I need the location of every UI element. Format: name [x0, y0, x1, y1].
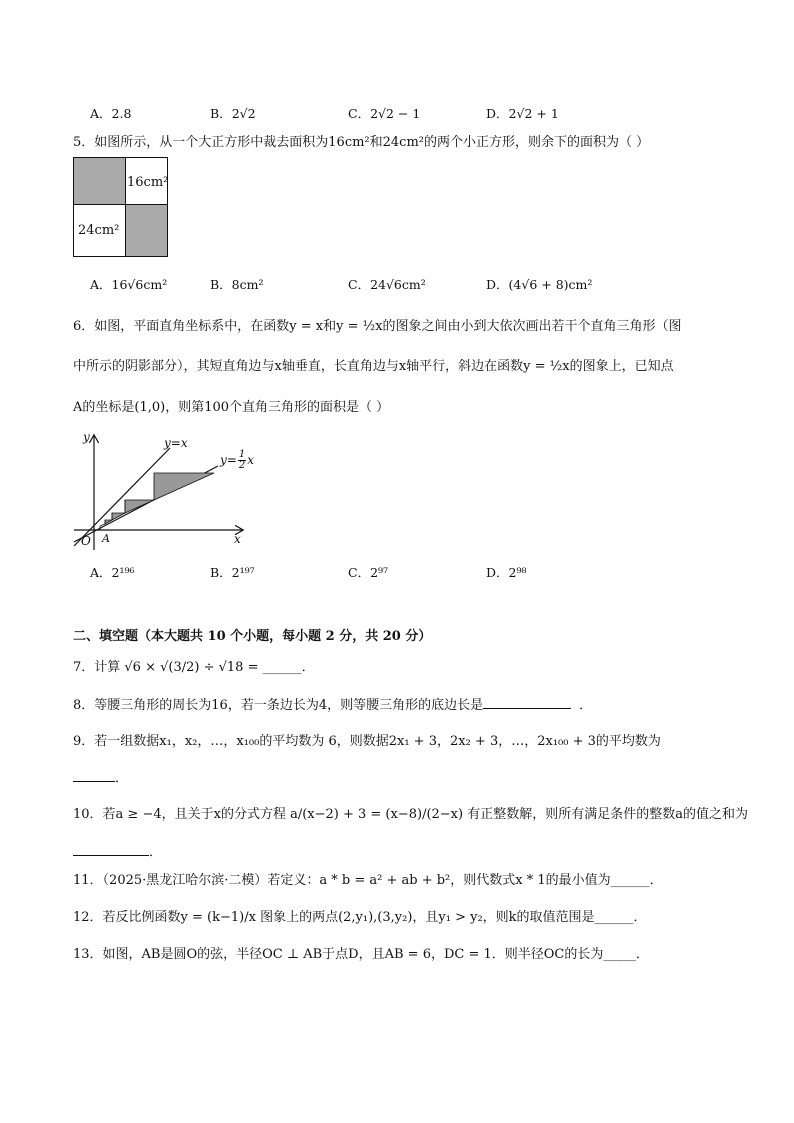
q10-line1: 10．若a ≥ −4，且关于x的分式方程 a/(x−2) + 3 = (x−8)/(2−x) 有正整数解，则所有满足条件的整数a的值之和为: [73, 807, 748, 822]
q6-stem-line1: 6．如图，平面直角坐标系中，在函数y = x和y = ½x的图象之间由小到大依次画出若干个直角三角形（图: [73, 319, 682, 334]
q6-graph: [70, 428, 270, 556]
q4-option-c: C．2√2 − 1: [348, 106, 421, 121]
label-16cm2: 16cm²: [127, 175, 169, 190]
section-heading-fill-in: 二、填空题（本大题共 10 个小题，每小题 2 分，共 20 分）: [73, 629, 432, 644]
q5-figure: [73, 157, 169, 257]
q4-option-a: A．2.8: [90, 106, 132, 121]
q6-option-c: C．2⁹⁷: [348, 565, 389, 580]
q10-line2: ．: [73, 843, 162, 862]
shaded-square-bottom-right: [126, 205, 168, 257]
q10-answer-blank[interactable]: [73, 843, 149, 856]
q12: 12．若反比例函数y = (k−1)/x 图象上的两点(2,y₁),(3,y₂)，且y₁ > y₂，则k的取值范围是______．: [73, 910, 647, 925]
line-label-y-equals-half-x: y= $\frac{1}{2}$ x: [220, 449, 254, 471]
q6-option-a: A．2¹⁹⁶: [90, 565, 135, 580]
q13: 13．如图，AB是圆O的弦，半径OC ⊥ AB于点D，且AB = 6，DC = 1．则半径OC的长为_____．: [73, 947, 649, 962]
point-a-label: A: [102, 532, 110, 545]
q5-option-d: D．(4√6 + 8)cm²: [486, 277, 593, 292]
q7: 7．计算 √6 × √(3/2) ÷ √18 = ______．: [73, 660, 315, 675]
q5-option-a: A．16√6cm²: [90, 277, 168, 292]
q8: 8．等腰三角形的周长为16，若一条边长为4，则等腰三角形的底边长是 ．: [73, 698, 593, 713]
line-label-y-equals-x: y=x: [164, 436, 188, 450]
q9-answer-blank[interactable]: [73, 769, 115, 782]
q9-line2: ．: [73, 769, 128, 788]
q6-option-d: D．2⁹⁸: [486, 565, 527, 580]
q9-line1: 9．若一组数据x₁，x₂，…，x₁₀₀的平均数为 6，则数据2x₁ + 3，2x₂ + 3，…，2x₁₀₀ + 3的平均数为: [73, 734, 661, 749]
q6-stem-line3: A的坐标是(1,0)，则第100个直角三角形的面积是（ ）: [73, 400, 390, 415]
shaded-square-top-left: [74, 158, 126, 205]
origin-label: O: [81, 534, 91, 548]
q5-stem: 5．如图所示，从一个大正方形中裁去面积为16cm²和24cm²的两个小正方形，则余下的面积为（ ）: [73, 135, 650, 150]
y-axis-label: y: [83, 430, 90, 444]
q4-option-d: D．2√2 + 1: [486, 106, 559, 121]
label-24cm2: 24cm²: [78, 223, 120, 238]
q6-stem-line2: 中所示的阴影部分），其短直角边与x轴垂直，长直角边与x轴平行，斜边在函数y = ½x的图象上，已知点: [73, 359, 674, 374]
q5-option-c: C．24√6cm²: [348, 277, 426, 292]
q4-option-b: B．2√2: [210, 106, 256, 121]
q5-option-b: B．8cm²: [210, 277, 264, 292]
x-axis-label: x: [234, 532, 241, 546]
q6-option-b: B．2¹⁹⁷: [210, 565, 255, 580]
q8-answer-blank[interactable]: [483, 696, 571, 709]
q11: 11．（2025·黑龙江哈尔滨·二模）若定义：a * b = a² + ab + b²，则代数式x * 1的最小值为______．: [73, 873, 663, 888]
q5-squares-svg: [73, 157, 169, 257]
